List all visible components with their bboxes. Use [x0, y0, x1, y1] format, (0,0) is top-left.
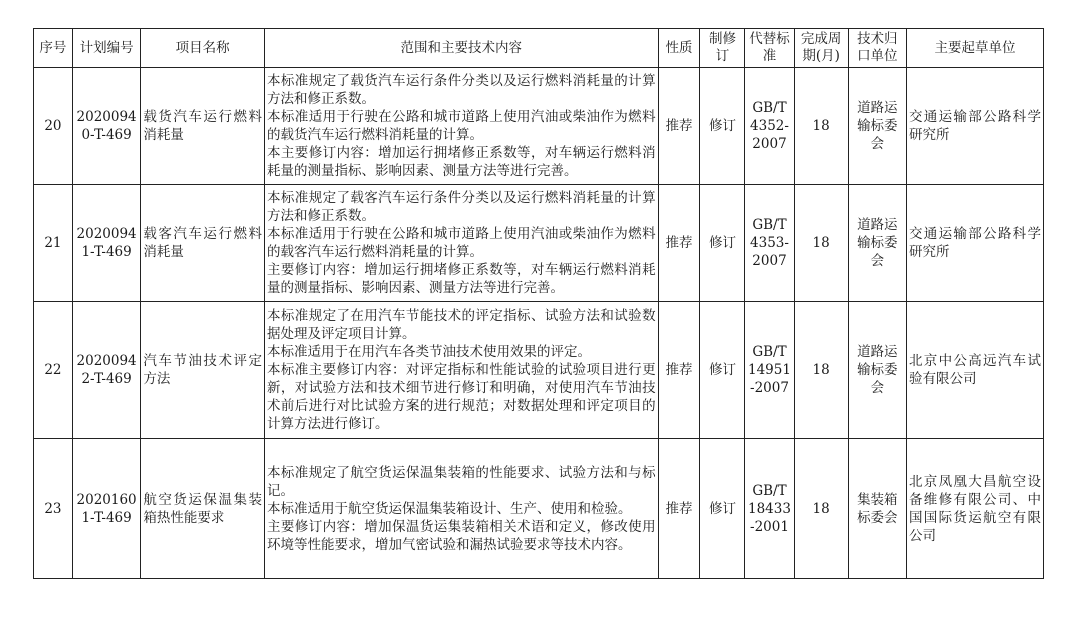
cell-nature: 推荐: [658, 68, 700, 185]
header-dept: 技术归口单位: [848, 29, 906, 68]
cell-nature: 推荐: [658, 439, 700, 579]
cell-dept: 道路运输标委会: [848, 68, 906, 185]
table-row: [34, 68, 1044, 185]
cell-dept: 道路运输标委会: [848, 185, 906, 302]
cell-type: 修订: [700, 68, 745, 185]
cell-scope: [265, 68, 659, 185]
header-scope: 范围和主要技术内容: [265, 29, 659, 68]
scope-line: 本标准主要修订内容：对评定指标和性能试验的试验项目进行更新，对试验方法和技术细节进行修订和明确，对使用汽车节油技术前后进行对比试验方案的进行规范；对数据处理和评定项目的计算方法进行修订。: [267, 362, 656, 432]
header-plan-no: 计划编号: [72, 29, 140, 68]
cell-type: 修订: [700, 439, 745, 579]
cell-plan-no: 20201601-T-469: [72, 439, 140, 579]
scope-line: 本标准规定了航空货运保温集装箱的性能要求、试验方法和与标记。: [267, 464, 656, 499]
scope-line: 本标准规定了载客汽车运行条件分类以及运行燃料消耗量的计算方法和修正系数。: [267, 190, 656, 224]
scope-line: 本标准适用于航空货运保温集装箱设计、生产、使用和检验。: [267, 500, 632, 517]
cell-plan-no: 20200942-T-469: [72, 302, 140, 439]
cell-drafter: 北京凤凰大昌航空设备维修有限公司、中国国际货运航空有限公司: [906, 439, 1043, 579]
cell-name: 载货汽车运行燃料消耗量: [141, 68, 265, 185]
cell-scope: [265, 302, 659, 439]
cell-dept: 道路运输标委会: [848, 302, 906, 439]
scope-line: 本标准适用于行驶在公路和城市道路上使用汽油或柴油作为燃料的载客汽车运行燃料消耗量的计算。: [267, 226, 656, 260]
cell-no: 20: [34, 68, 73, 185]
cell-no: 22: [34, 302, 73, 439]
cell-period: 18: [794, 302, 848, 439]
cell-nature: 推荐: [658, 302, 700, 439]
scope-line: 主要修订内容：增加保温货运集装箱相关术语和定义，修改使用环境等性能要求，增加气密试验和漏热试验要求等技术内容。: [267, 518, 656, 553]
cell-scope: [265, 185, 659, 302]
cell-no: 23: [34, 439, 73, 579]
header-no: 序号: [34, 29, 73, 68]
header-nature: 性质: [658, 29, 700, 68]
header-row: [34, 29, 1044, 68]
cell-scope: [265, 439, 659, 579]
cell-name: 载客汽车运行燃料消耗量: [141, 185, 265, 302]
table-row: [34, 439, 1044, 579]
cell-replace: GB/T 4353-2007: [745, 185, 794, 302]
header-type: 制修订: [700, 29, 745, 68]
cell-replace: GB/T 14951-2007: [745, 302, 794, 439]
header-drafter: 主要起草单位: [906, 29, 1043, 68]
cell-dept: 集装箱标委会: [848, 439, 906, 579]
cell-nature: 推荐: [658, 185, 700, 302]
cell-period: 18: [794, 439, 848, 579]
cell-name: 汽车节油技术评定方法: [141, 302, 265, 439]
cell-no: 21: [34, 185, 73, 302]
cell-name: 航空货运保温集装箱热性能要求: [141, 439, 265, 579]
cell-plan-no: 20200940-T-469: [72, 68, 140, 185]
cell-period: 18: [794, 185, 848, 302]
scope-line: 本标准适用于在用汽车各类节油技术使用效果的评定。: [267, 344, 592, 360]
cell-plan-no: 20200941-T-469: [72, 185, 140, 302]
scope-line: 本标准规定了在用汽车节能技术的评定指标、试验方法和试验数据处理及评定项目计算。: [267, 308, 656, 342]
cell-period: 18: [794, 68, 848, 185]
header-period: 完成周期(月): [794, 29, 848, 68]
cell-type: 修订: [700, 185, 745, 302]
scope-line: 本主要修订内容：增加运行拥堵修正系数等，对车辆运行燃料消耗量的测量指标、影响因素、测量方法等进行完善。: [267, 145, 656, 179]
cell-replace: GB/T 18433-2001: [745, 439, 794, 579]
cell-drafter: 北京中公高远汽车试验有限公司: [906, 302, 1043, 439]
table-row: [34, 185, 1044, 302]
cell-type: 修订: [700, 302, 745, 439]
cell-drafter: 交通运输部公路科学研究所: [906, 185, 1043, 302]
scope-line: 本标准适用于行驶在公路和城市道路上使用汽油或柴油作为燃料的载货汽车运行燃料消耗量的计算。: [267, 109, 656, 143]
scope-line: 本标准规定了载货汽车运行条件分类以及运行燃料消耗量的计算方法和修正系数。: [267, 73, 656, 107]
cell-drafter: 交通运输部公路科学研究所: [906, 68, 1043, 185]
table-row: [34, 302, 1044, 439]
header-name: 项目名称: [141, 29, 265, 68]
scope-line: 主要修订内容：增加运行拥堵修正系数等，对车辆运行燃料消耗量的测量指标、影响因素、测量方法等进行完善。: [267, 262, 656, 296]
cell-replace: GB/T 4352-2007: [745, 68, 794, 185]
standards-table: [33, 28, 1044, 579]
header-replace: 代替标准: [745, 29, 794, 68]
